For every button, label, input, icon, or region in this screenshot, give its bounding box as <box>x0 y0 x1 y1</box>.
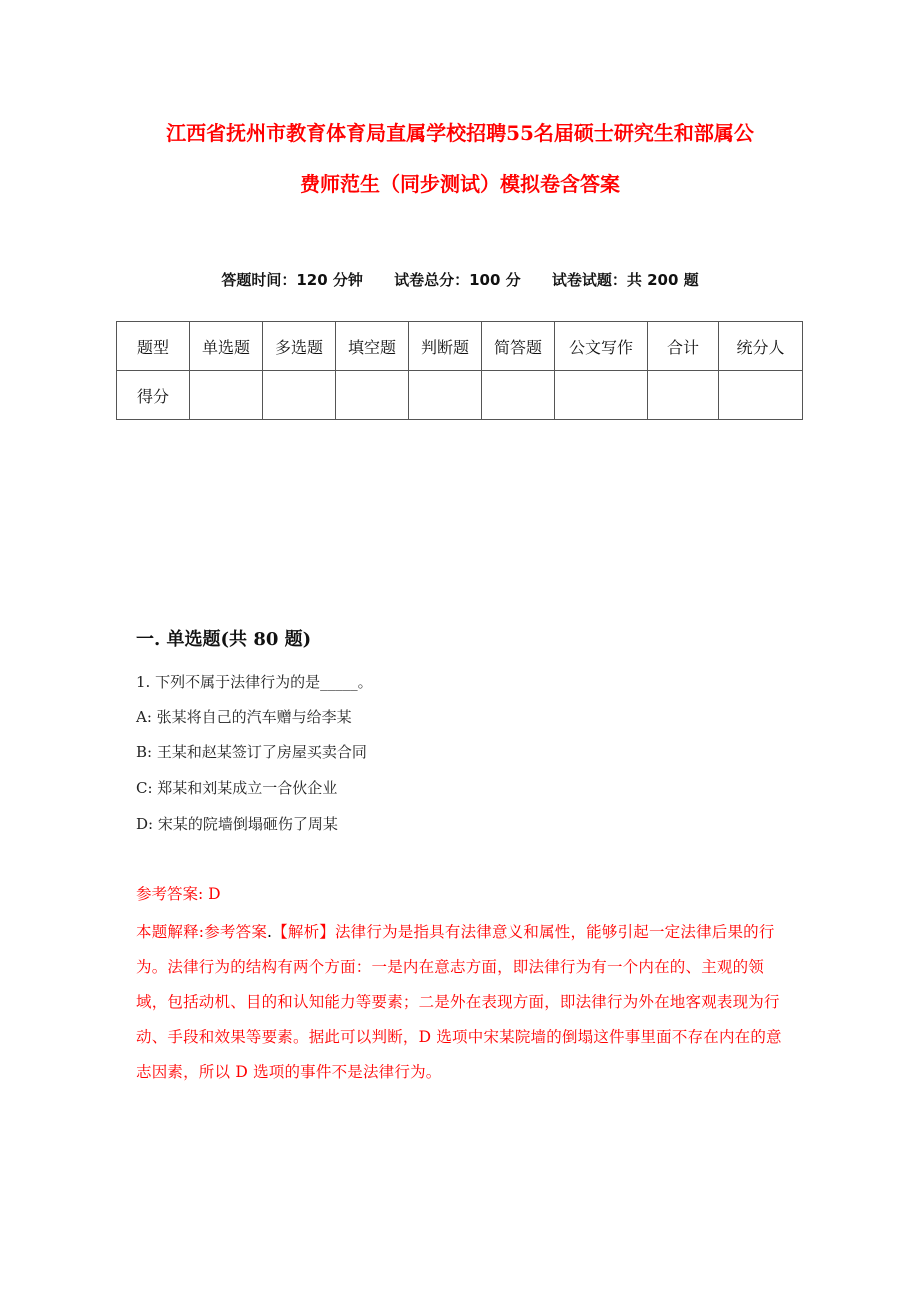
score-table-header: 多选题 <box>263 322 336 371</box>
exam-total-score: 试卷总分：100 分 <box>394 271 521 289</box>
score-cell <box>719 371 803 420</box>
score-cell <box>482 371 555 420</box>
score-table <box>116 321 803 420</box>
question-stem: 1. 下列不属于法律行为的是_____。 <box>136 673 373 691</box>
section-heading: 一. 单选题(共 80 题) <box>136 629 312 650</box>
question-option-d: D: 宋某的院墙倒塌砸伤了周某 <box>136 815 338 833</box>
question-option-b: B: 王某和赵某签订了房屋买卖合同 <box>136 743 367 761</box>
score-cell <box>336 371 409 420</box>
score-table-header: 简答题 <box>482 322 555 371</box>
score-cell <box>555 371 648 420</box>
score-table-header-row <box>117 322 803 371</box>
question-option-c: C: 郑某和刘某成立一合伙企业 <box>136 779 338 797</box>
score-table-header: 合计 <box>648 322 719 371</box>
explanation-dot: . <box>267 923 273 941</box>
score-table-header: 判断题 <box>409 322 482 371</box>
document-title-line-1: 江西省抚州市教育体育局直属学校招聘55名届硕士研究生和部属公 <box>166 121 754 145</box>
score-table-header: 题型 <box>117 322 190 371</box>
exam-question-count: 试卷试题：共 200 题 <box>551 271 699 289</box>
score-table-header: 单选题 <box>190 322 263 371</box>
score-table-header: 公文写作 <box>555 322 648 371</box>
score-row-label: 得分 <box>117 371 190 420</box>
exam-meta <box>0 270 920 290</box>
explanation-body: 【解析】法律行为是指具有法律意义和属性，能够引起一定法律后果的行为。法律行为的结构有两个方面：一是内在意志方面，即法律行为有一个内在的、主观的领域，包括动机、目的和认知能力等要素；二是外在表现方面，即法律行为外在地客观表现为行动、手段和效果等要素。据此可以判断，D 选项中宋某院墙的倒塌这件事里面不存在内在的意志因素，所以 D 选项的事件不是法律行为。 <box>136 923 782 1081</box>
reference-answer: 参考答案: D <box>136 885 221 903</box>
document-title-line-2: 费师范生（同步测试）模拟卷含答案 <box>300 172 620 196</box>
explanation-prefix: 本题解释:参考答案 <box>136 923 268 941</box>
score-table-score-row <box>117 371 803 420</box>
score-table-header: 统分人 <box>719 322 803 371</box>
score-table-header: 填空题 <box>336 322 409 371</box>
answer-explanation <box>136 915 786 1090</box>
score-cell <box>648 371 719 420</box>
exam-time: 答题时间：120 分钟 <box>221 271 363 289</box>
score-cell <box>190 371 263 420</box>
score-cell <box>263 371 336 420</box>
score-cell <box>409 371 482 420</box>
question-option-a: A: 张某将自己的汽车赠与给李某 <box>136 708 352 726</box>
